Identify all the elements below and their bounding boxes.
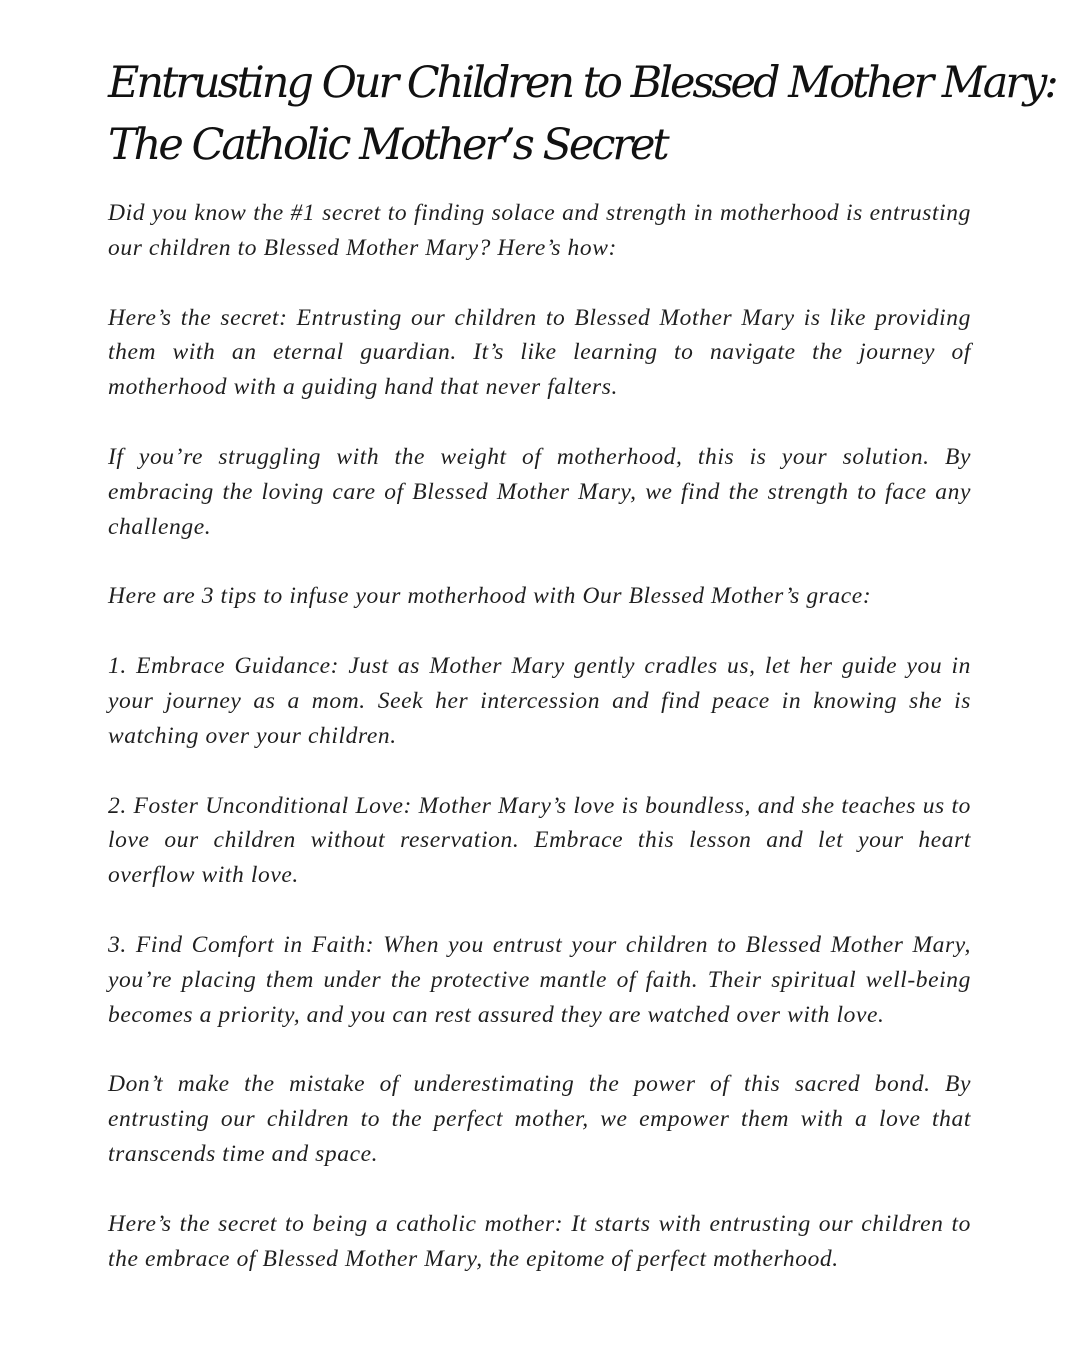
tip-3-paragraph: 3. Find Comfort in Faith: When you entrust your children to Blessed Mother Mary, you’re placing them under the protective mantle of faith. Their spiritual well-being becomes a priority, and you can rest assured they are watched over with love. — [108, 931, 971, 1028]
closing-paragraph: Here’s the secret to being a catholic mother: It starts with entrusting our children to the embrace of Blessed Mother Mary, the epitome of perfect motherhood. — [108, 1210, 971, 1272]
solution-paragraph: If you’re struggling with the weight of motherhood, this is your solution. By embracing the loving care of Blessed Mother Mary, we find the strength to face any challenge. — [108, 443, 971, 540]
title-line-2: The Catholic Mother’s Secret — [108, 120, 667, 170]
tip-2-paragraph: 2. Foster Unconditional Love: Mother Mary’s love is boundless, and she teaches us to love our children without reservation. Embrace this lesson and let your heart overflow with love. — [108, 792, 971, 889]
article-body — [108, 196, 971, 1276]
tip-1-paragraph: 1. Embrace Guidance: Just as Mother Mary gently cradles us, let her guide you in your journey as a mom. Seek her intercession and find peace in knowing she is watching over your children. — [108, 653, 971, 749]
secret-paragraph: Here’s the secret: Entrusting our children to Blessed Mother Mary is like providing them with an eternal guardian. It’s like learning to navigate the journey of motherhood with a guiding hand that never falters. — [108, 304, 971, 401]
intro-paragraph: Did you know the #1 secret to finding solace and strength in motherhood is entrusting our children to Blessed Mother Mary? Here’s how: — [108, 200, 971, 261]
warning-paragraph: Don’t make the mistake of underestimating the power of this sacred bond. By entrusting our children to the perfect mother, we empower them with a love that transcends time and space. — [108, 1071, 971, 1167]
tips-intro-paragraph: Here are 3 tips to infuse your motherhood with Our Blessed Mother’s grace: — [108, 583, 872, 610]
page-title — [108, 52, 1056, 176]
article — [108, 52, 1056, 1276]
title-line-1: Entrusting Our Children to Blessed Mother Mary: — [108, 58, 1056, 108]
